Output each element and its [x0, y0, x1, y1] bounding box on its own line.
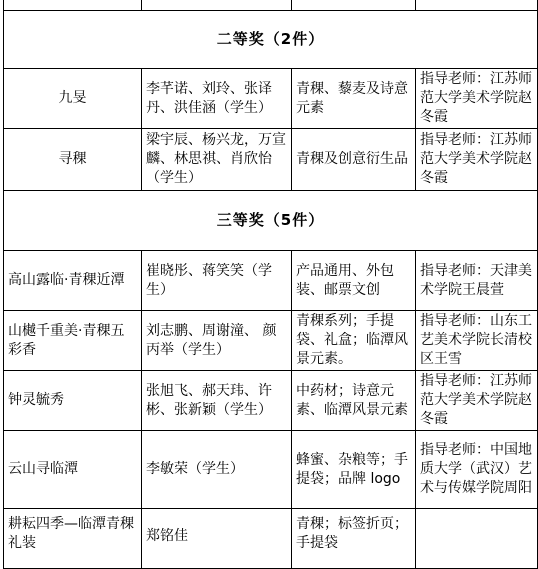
- table-row: [4, 69, 538, 129]
- table-row: [4, 0, 538, 11]
- work-authors: 梁宇辰、杨兴龙，万宣麟、林思祺、肖欣怡（学生）: [142, 129, 292, 191]
- work-authors: 李芊诺、刘玲、张译丹、洪佳涵（学生）: [142, 69, 292, 129]
- work-authors: 郑铭佳: [142, 509, 292, 569]
- table-row: [4, 129, 538, 191]
- table-row: [4, 509, 538, 569]
- work-authors: 李敏荣（学生）: [142, 431, 292, 509]
- work-elements: 青稞、藜麦及诗意元素: [292, 69, 416, 129]
- work-name: 寻稞: [4, 129, 142, 191]
- work-advisor: 指导老师：江苏师范大学美术学院赵冬霞: [416, 129, 538, 191]
- table-row: [4, 371, 538, 431]
- work-name: 高山露临·青稞近潭: [4, 251, 142, 311]
- section-row-third: [4, 191, 538, 251]
- work-elements: 青稞；标签折页；手提袋: [292, 509, 416, 569]
- table-row: [4, 311, 538, 371]
- table-row: [4, 251, 538, 311]
- work-elements: 中药材；诗意元素、临潭风景元素: [292, 371, 416, 431]
- table-cell: [416, 0, 538, 11]
- table-cell: [4, 0, 142, 11]
- work-advisor: 指导老师：江苏师范大学美术学院赵冬霞: [416, 371, 538, 431]
- work-elements: 青稞及创意衍生品: [292, 129, 416, 191]
- work-name: 耕耘四季—临潭青稞礼装: [4, 509, 142, 569]
- section-title: 二等奖（2件）: [4, 11, 538, 69]
- work-elements: 产品通用、外包装、邮票文创: [292, 251, 416, 311]
- work-elements: 蜂蜜、杂粮等；手提袋；品牌 logo: [292, 431, 416, 509]
- awards-table: [3, 0, 538, 569]
- work-authors: 崔晓彤、蒋笑笑（学生）: [142, 251, 292, 311]
- work-name: 钟灵毓秀: [4, 371, 142, 431]
- table-row: [4, 431, 538, 509]
- work-advisor: 指导老师：江苏师范大学美术学院赵冬霞: [416, 69, 538, 129]
- work-advisor: [416, 509, 538, 569]
- work-elements: 青稞系列；手提袋、礼盒；临潭风景元素。: [292, 311, 416, 371]
- work-advisor: 指导老师：中国地质大学（武汉）艺术与传媒学院周阳: [416, 431, 538, 509]
- work-advisor: 指导老师：山东工艺美术学院长清校区王雪: [416, 311, 538, 371]
- work-authors: 刘志鹏、周谢潼、 颜丙举（学生）: [142, 311, 292, 371]
- work-name: 山樾千重美·青稞五彩香: [4, 311, 142, 371]
- table-cell: [142, 0, 292, 11]
- work-authors: 张旭飞、郝天玮、许彬、张新颖（学生）: [142, 371, 292, 431]
- section-title: 三等奖（5件）: [4, 191, 538, 251]
- work-advisor: 指导老师：天津美术学院王晨萱: [416, 251, 538, 311]
- work-name: 九旻: [4, 69, 142, 129]
- work-name: 云山寻临潭: [4, 431, 142, 509]
- section-row-second: [4, 11, 538, 69]
- table-cell: [292, 0, 416, 11]
